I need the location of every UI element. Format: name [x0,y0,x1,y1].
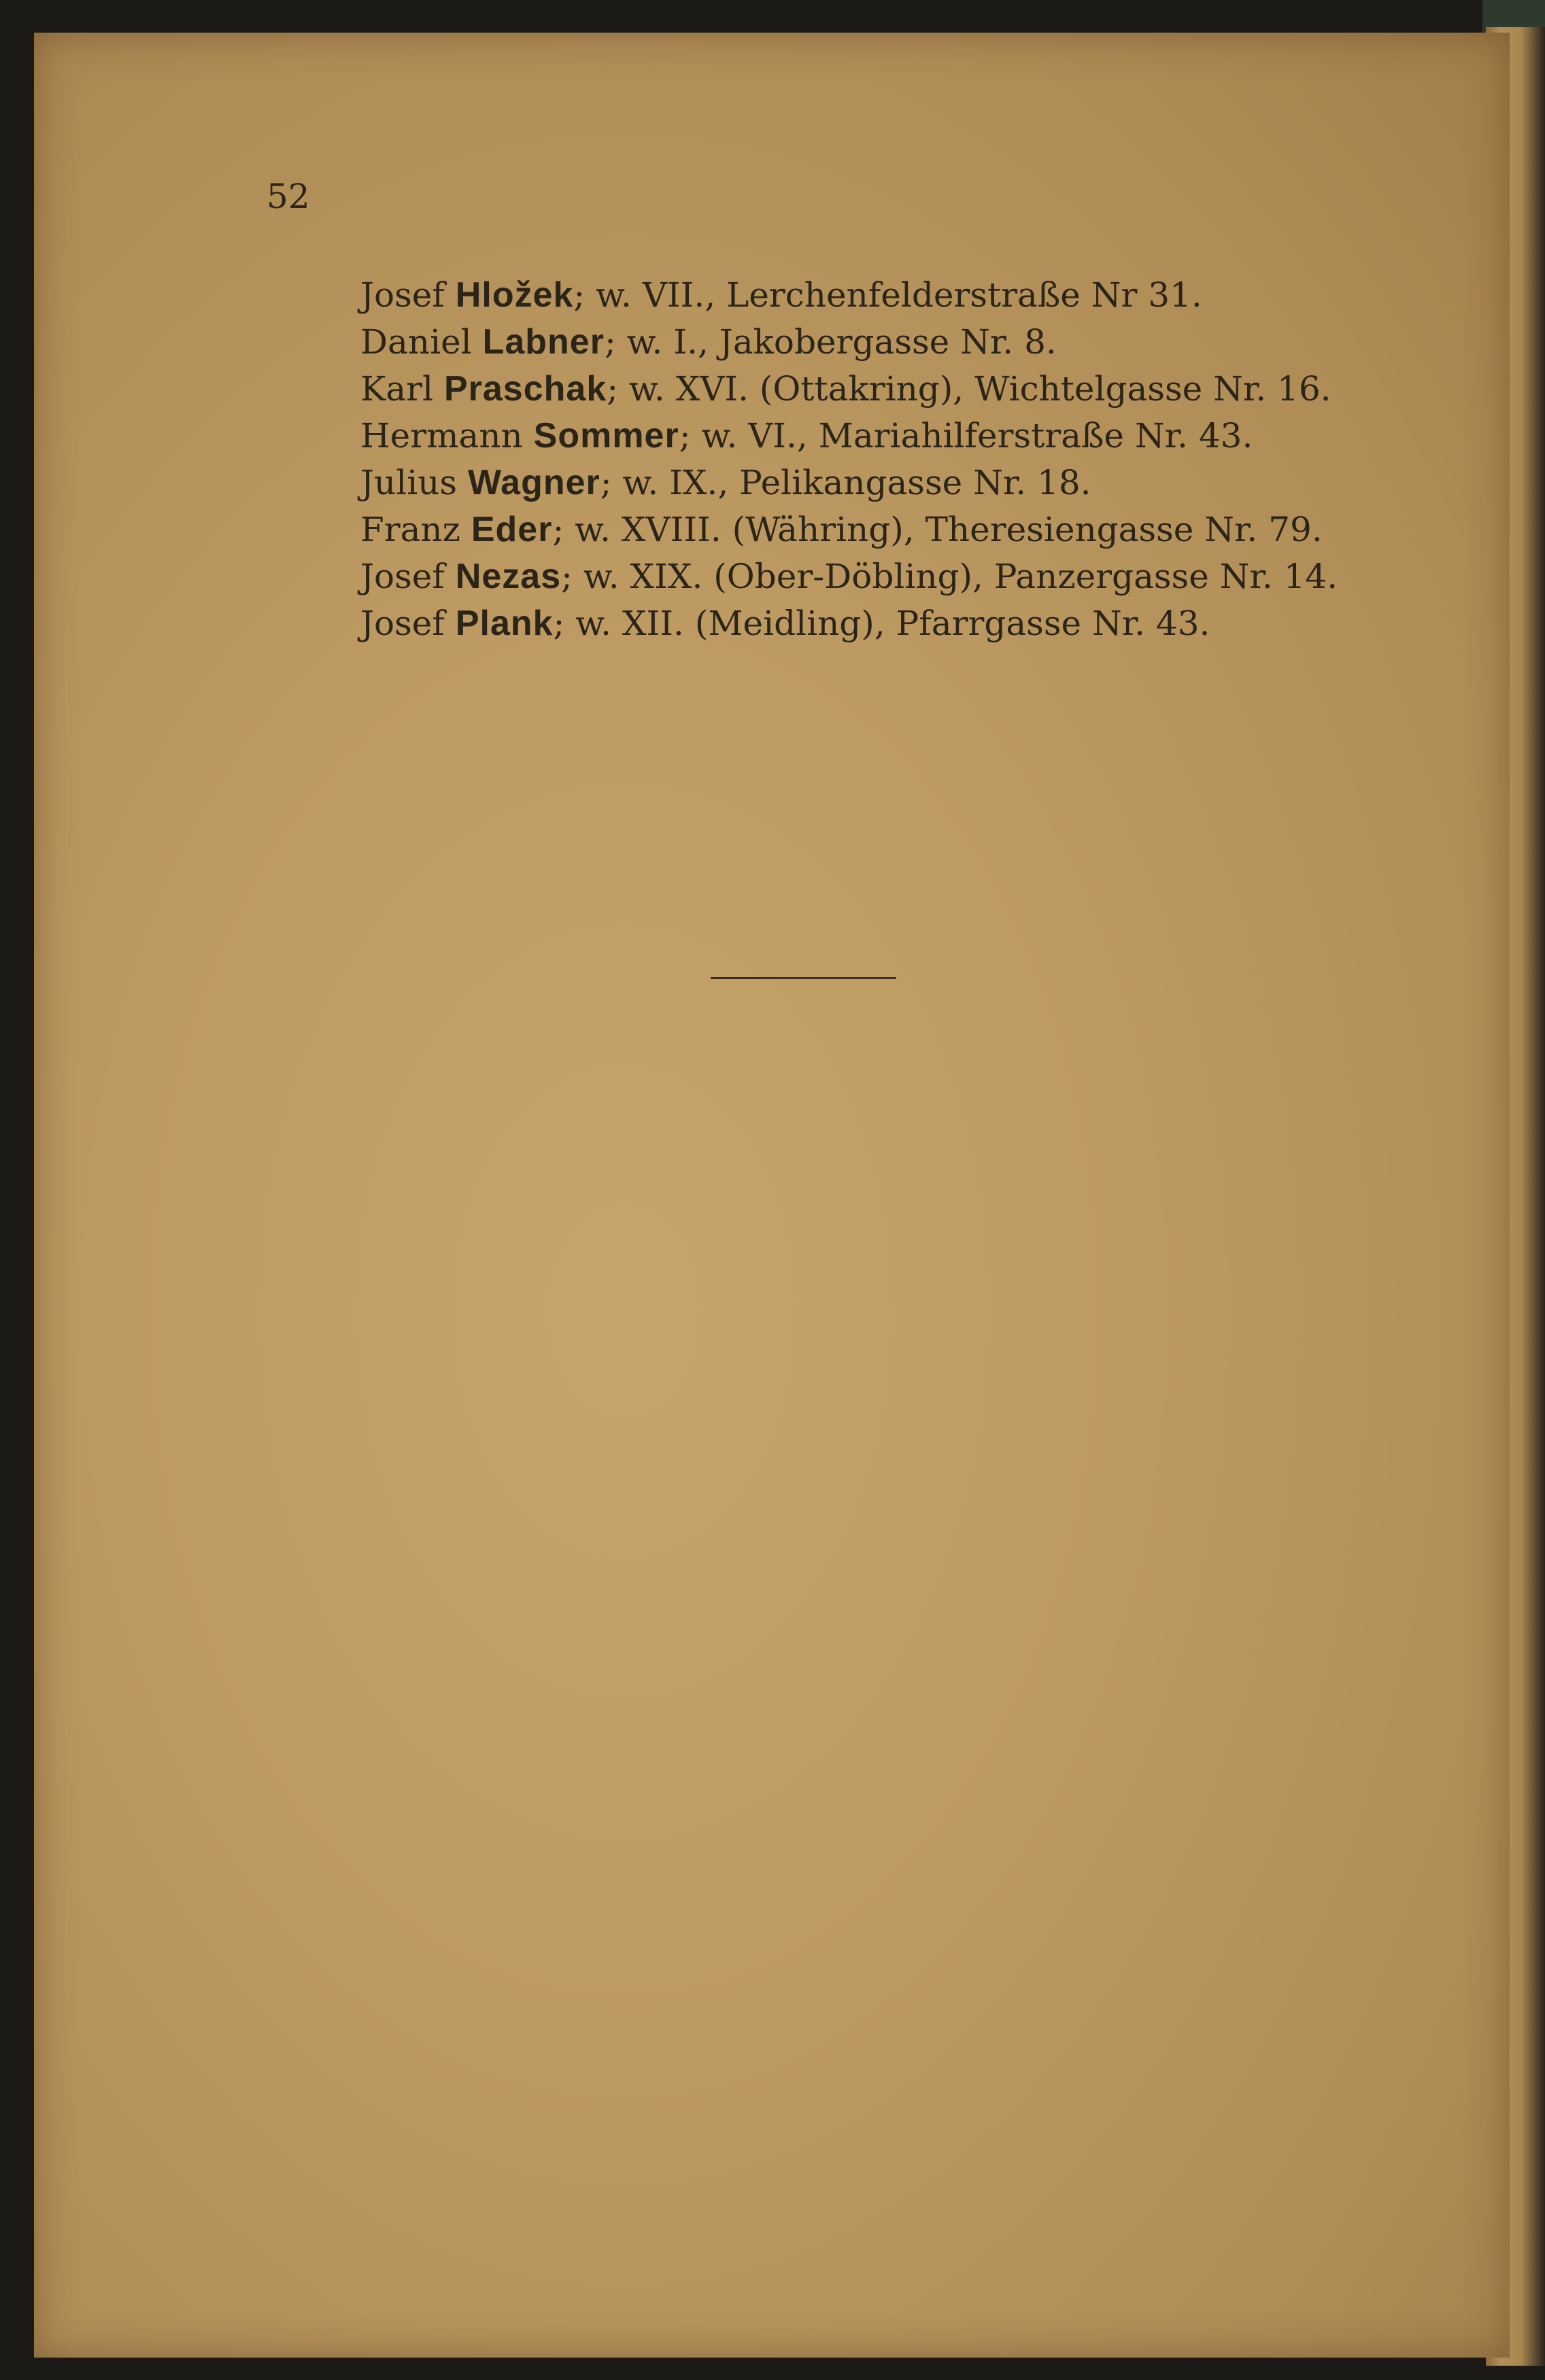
list-item [360,600,1394,647]
given-name: Julius [360,463,458,502]
address: ; w. XVIII. (Währing), Theresiengasse Nr. 79. [552,510,1323,549]
given-name: Josef [360,557,445,596]
surname: Plank [455,604,554,643]
given-name: Hermann [360,416,523,455]
address-list [360,272,1394,647]
given-name: Karl [360,369,434,409]
address: ; w. IX., Pelikangasse Nr. 18. [600,463,1091,502]
address: ; w. XIX. (Ober-Döbling), Panzergasse Nr. 14. [561,557,1338,596]
surname: Hložek [455,275,574,315]
address: ; w. I., Jakobergasse Nr. 8. [604,322,1057,362]
given-name: Josef [360,604,445,643]
list-item [360,553,1394,600]
given-name: Daniel [360,322,472,362]
surname: Wagner [468,463,600,502]
address: ; w. XVI. (Ottakring), Wichtelgasse Nr. 16. [607,369,1331,409]
surname: Labner [482,322,605,362]
given-name: Josef [360,275,445,315]
address: ; w. VI., Mariahilferstraße Nr. 43. [679,416,1253,455]
address: ; w. VII., Lerchenfelderstraße Nr 31. [573,275,1202,315]
list-item [360,366,1394,413]
given-name: Franz [360,510,460,549]
list-item [360,413,1394,460]
address: ; w. XII. (Meidling), Pfarrgasse Nr. 43. [553,604,1210,643]
surname: Sommer [533,416,679,455]
surname: Nezas [455,557,562,596]
list-item [360,319,1394,366]
list-item [360,272,1394,319]
surname: Praschak [443,369,607,409]
list-item [360,460,1394,506]
surname: Eder [471,510,553,549]
page-number: 52 [267,177,310,216]
separator-rule [711,977,896,979]
list-item [360,506,1394,553]
